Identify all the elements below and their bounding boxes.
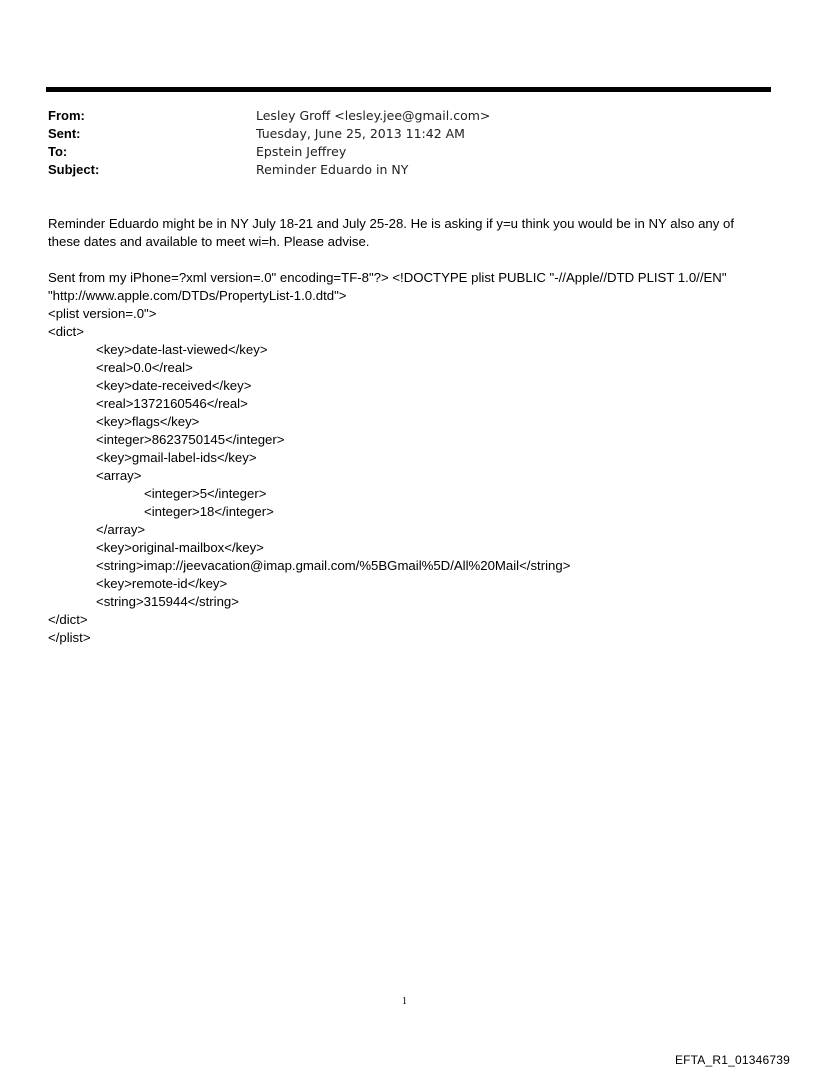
from-label: From: [48, 108, 85, 123]
plist-line: <integer>8623750145</integer> [96, 432, 285, 447]
plist-line: <key>flags</key> [96, 414, 200, 429]
from-value: Lesley Groff <lesley.jee@gmail.com> [256, 108, 491, 123]
subject-label: Subject: [48, 162, 100, 177]
plist-line: </dict> [48, 612, 88, 627]
subject-row [48, 161, 748, 179]
subject-value: Reminder Eduardo in NY [256, 162, 409, 177]
body-line: these dates and available to meet wi=h. Please advise. [48, 234, 370, 249]
plist-line: <key>date-received</key> [96, 378, 252, 393]
plist-line: <key>gmail-label-ids</key> [96, 450, 257, 465]
page-number: 1 [402, 996, 407, 1007]
plist-line: <key>remote-id</key> [96, 576, 228, 591]
plist-line: <dict> [48, 324, 84, 339]
to-value: Epstein Jeffrey [256, 144, 347, 159]
plist-line: <integer>5</integer> [144, 486, 267, 501]
header-divider [46, 87, 771, 92]
document-id: EFTA_R1_01346739 [674, 1053, 790, 1067]
plist-line: <key>date-last-viewed</key> [96, 342, 268, 357]
plist-line: "http://www.apple.com/DTDs/PropertyList-1.0.dtd"> [48, 288, 347, 303]
email-header [48, 107, 748, 179]
email-body [48, 215, 748, 647]
plist-line: <real>0.0</real> [96, 360, 193, 375]
sent-label: Sent: [48, 126, 81, 141]
plist-line: </array> [96, 522, 146, 537]
plist-line: Sent from my iPhone=?xml version=.0" encoding=TF-8"?> <!DOCTYPE plist PUBLIC "-//Apple//DTD PLIST 1.0//EN" [48, 270, 727, 285]
plist-line: <string>315944</string> [96, 594, 239, 609]
plist-line: <integer>18</integer> [144, 504, 274, 519]
plist-line: <key>original-mailbox</key> [96, 540, 264, 555]
plist-line: <real>1372160546</real> [96, 396, 248, 411]
body-line: Reminder Eduardo might be in NY July 18-21 and July 25-28. He is asking if y=u think you would be in NY also any of [48, 216, 735, 231]
plist-line: <array> [96, 468, 142, 483]
plist-line: </plist> [48, 630, 91, 645]
from-row [48, 107, 748, 125]
to-row [48, 143, 748, 161]
plist-line: <string>imap://jeevacation@imap.gmail.com/%5BGmail%5D/All%20Mail</string> [96, 558, 571, 573]
sent-value: Tuesday, June 25, 2013 11:42 AM [256, 126, 465, 141]
plist-line: <plist version=.0"> [48, 306, 157, 321]
paragraph-gap [48, 251, 748, 269]
sent-row [48, 125, 748, 143]
to-label: To: [48, 144, 68, 159]
